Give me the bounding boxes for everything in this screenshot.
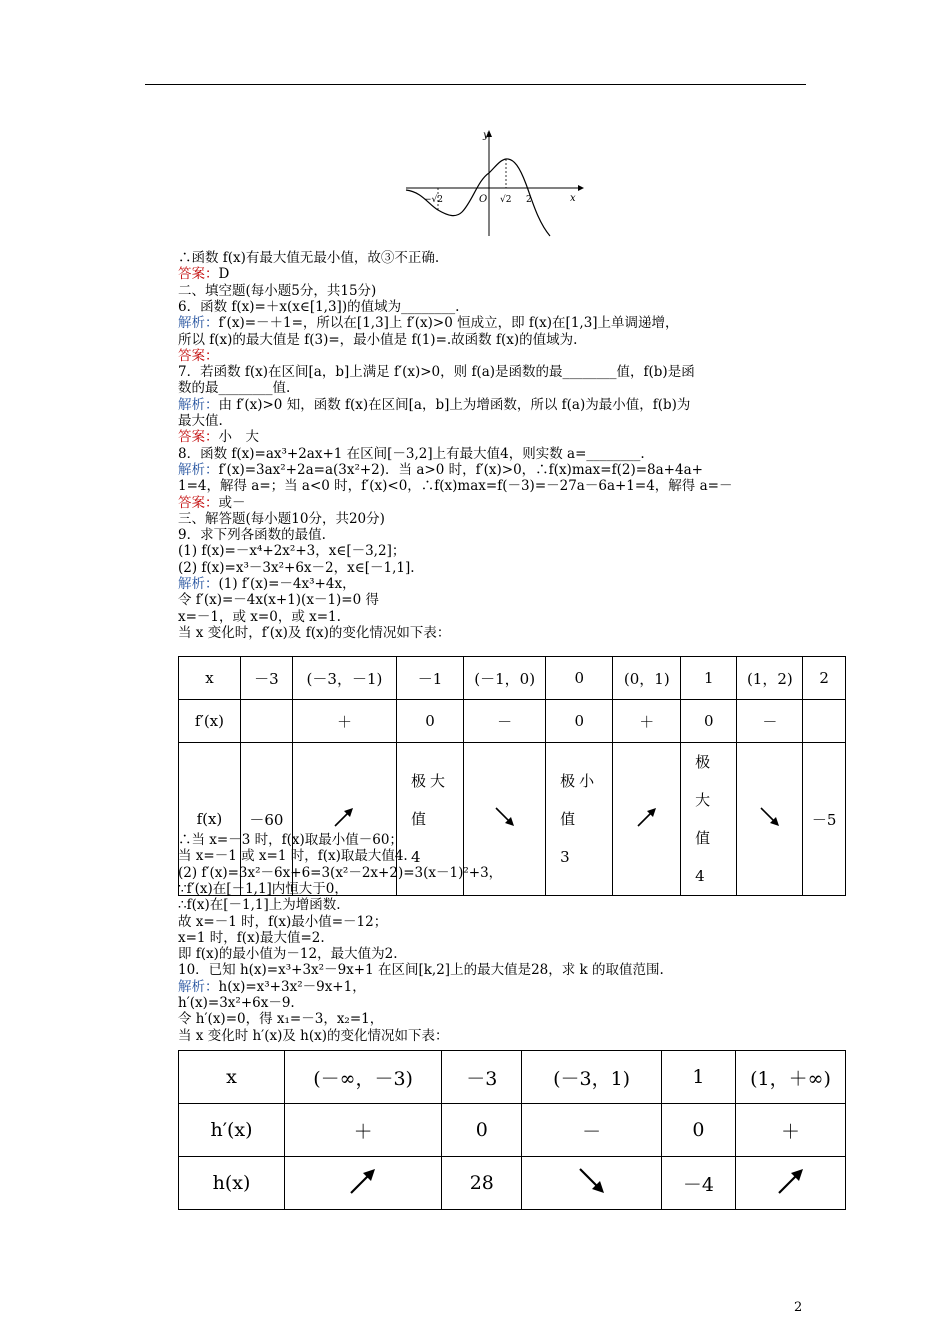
decreasing-arrow-icon [576,1165,608,1197]
line-text: 所以 f(x)的最大值是 f(3)=，最小值是 f(1)=.故函数 f(x)的值域为. [178,331,578,348]
row-label: f′(x) [179,700,241,743]
text-line [178,446,645,462]
x-label: x [570,193,576,204]
function-cell [522,1157,661,1210]
derivative-cell: － [737,700,803,743]
line-text: 二、填空题(每小题5分，共15分) [178,282,377,299]
line-text: 三、解答题(每小题10分，共20分) [178,510,385,527]
text-line [178,299,459,315]
line-text: (2) f(x)=x³－3x²+6x－2，x∈[－1,1]. [178,559,415,576]
origin-label: O [479,194,488,205]
line-text: (1) f(x)=－x⁴+2x²+3，x∈[－3,2]； [178,543,406,560]
header-cell: (0，1) [613,657,681,700]
row-label: f(x) [179,743,241,896]
line-text: 数的最________值. [178,380,291,397]
derivative-cell: ＋ [285,1104,442,1157]
solution-label: 解析： [178,576,219,592]
text-line [178,527,326,543]
text-line [178,865,502,881]
text-line [178,364,695,380]
function-cell: 28 [442,1157,522,1210]
line-text: ∴当 x=－3 时，f(x)取最小值－60； [178,832,403,848]
line-text: 9．求下列各函数的最值. [178,527,326,544]
derivative-cell: 0 [396,700,463,743]
line-text: 当 x 变化时 h′(x)及 h(x)的变化情况如下表： [178,1027,449,1044]
line-text: h′(x)=3x²+6x－9. [178,995,295,1011]
line-text: ∴f(x)在[－1,1]上为增函数. [178,897,341,914]
header-cell: (－∞，－3) [285,1051,442,1104]
header-cell: －3 [442,1051,522,1104]
text-line [178,946,398,962]
tick-two: 2 [526,195,532,205]
answer-label: 答案： [178,266,219,283]
text-line [178,881,348,897]
derivative-cell: 0 [681,700,737,743]
decreasing-arrow-icon [758,805,782,829]
derivative-cell: 0 [442,1104,522,1157]
header-cell: (1，＋∞) [736,1051,846,1104]
table1-derivative-row [179,700,846,743]
function-cell: 极大值 4 [396,743,463,896]
derivative-cell: ＋ [736,1104,846,1157]
line-text: 最大值. [178,413,223,429]
function-cell: 极大值 4 [681,743,737,896]
increasing-arrow-icon [775,1165,807,1197]
line-text: ∵f′(x)在[－1,1]内恒大于0， [178,880,348,897]
text-line [178,897,341,913]
text-line [178,832,403,848]
solution-label: 解析： [178,315,219,332]
line-text: x=－1，或 x=0，或 x=1. [178,608,341,625]
text-line [178,576,356,592]
text-line [178,609,341,625]
row-label: h(x) [179,1157,285,1210]
function-cell: －5 [803,743,846,896]
table2-derivative-row [179,1104,846,1157]
text-line [178,348,219,364]
answer-label: 答案： [178,494,219,511]
tick-sqrt2: √2 [500,195,512,205]
solution-label: 解析： [178,396,219,413]
header-cell: －3 [240,657,292,700]
header-cell: (－3，－1) [292,657,396,700]
text-line [178,380,290,396]
increasing-arrow-icon [635,805,659,829]
header-cell: 2 [803,657,846,700]
function-cell [285,1157,442,1210]
decreasing-arrow-icon [493,805,517,829]
text-line [178,250,439,266]
page-number: 2 [794,1300,803,1315]
header-cell: (－1，0) [464,657,546,700]
line-text: (2) f′(x)=3x²－6x+6=3(x²－2x+2)=3(x－1)²+3， [178,864,503,881]
text-line [178,462,703,478]
line-text: 由 f′(x)>0 知，函数 f(x)在区间[a，b]上为增函数，所以 f(a)为最小值，f(b)为 [218,396,691,413]
header-cell: 1 [661,1051,735,1104]
derivative-cell [803,700,846,743]
text-line [178,283,376,299]
line-text: 或－ [218,494,246,511]
function-graph [402,128,586,240]
text-line [178,625,450,641]
function-cell: －60 [240,743,292,896]
function-cell: 极小值 3 [546,743,613,896]
line-text: (1) f′(x)=－4x³+4x， [218,576,356,592]
line-text: 10．已知 h(x)=x³+3x²－9x+1 在区间[k,2]上的最大值是28，求 k 的取值范围. [178,962,664,979]
increasing-arrow-icon [332,805,356,829]
solution-label: 解析： [178,461,219,478]
text-line [178,995,295,1011]
function-cell [613,743,681,896]
line-text: 小 大 [218,429,259,446]
line-text: h(x)=x³+3x²－9x+1， [218,978,366,995]
text-line [178,397,690,413]
text-line [178,914,387,930]
increasing-arrow-icon [347,1165,379,1197]
variation-table-2 [178,1050,846,1210]
text-line [178,543,405,559]
line-text: f′(x)=－＋1=，所以在[1,3]上 f′(x)>0 恒成立，即 f(x)在[1,3]上单调递增， [218,315,679,332]
line-text: ∴函数 f(x)有最大值无最小值，故③不正确. [178,250,440,266]
line-text: 即 f(x)的最小值为－12，最大值为2. [178,946,398,963]
text-line [178,962,664,978]
text-line [178,1028,449,1044]
header-rule [145,84,806,85]
header-cell: (－3，1) [522,1051,661,1104]
header-cell: x [179,657,241,700]
y-label: y [483,130,489,141]
line-text: 8．函数 f(x)=ax³+2ax+1 在区间[－3,2]上有最大值4，则实数 a=________. [178,445,645,462]
x-axis-arrow [578,185,584,191]
tick-neg-sqrt2: −√2 [424,195,444,205]
answer-label: 答案： [178,429,219,446]
text-line [178,495,246,511]
line-text: D [218,266,230,283]
header-cell: －1 [396,657,463,700]
table2-header-row [179,1051,846,1104]
text-line [178,848,408,864]
derivative-cell: － [522,1104,661,1157]
text-line [178,315,679,331]
function-cell [736,1157,846,1210]
text-line [178,429,259,445]
derivative-cell [240,700,292,743]
derivative-cell: ＋ [613,700,681,743]
text-line [178,979,366,995]
solution-label: 解析： [178,978,219,995]
table2-function-row [179,1157,846,1210]
text-line [178,413,223,429]
function-cell [737,743,803,896]
derivative-cell: 0 [661,1104,735,1157]
text-line [178,266,229,282]
header-cell: 1 [681,657,737,700]
function-cell: －4 [661,1157,735,1210]
header-cell: (1，2) [737,657,803,700]
table1-header-row [179,657,846,700]
header-cell: x [179,1051,285,1104]
text-line [178,560,415,576]
row-label: h′(x) [179,1104,285,1157]
line-text: 7．若函数 f(x)在区间[a，b]上满足 f′(x)>0，则 f(a)是函数的最________值，f(b)是函 [178,364,695,381]
line-text: 故 x=－1 时，f(x)最小值=－12； [178,913,388,930]
answer-label: 答案： [178,347,219,364]
line-text: 令 h′(x)=0，得 x₁=－3，x₂=1， [178,1011,384,1028]
derivative-cell: － [464,700,546,743]
line-text: 1=4，解得 a=；当 a<0 时，f′(x)<0，∴f(x)max=f(－3)=－27a－6a+1=4，解得 a=－ [178,478,733,495]
line-text: 令 f′(x)=－4x(x+1)(x－1)=0 得 [178,592,379,609]
text-line [178,511,385,527]
text-line [178,930,325,946]
header-cell: 0 [546,657,613,700]
derivative-cell: 0 [546,700,613,743]
line-text: x=1 时，f(x)最大值=2. [178,929,325,946]
text-line [178,1011,383,1027]
text-line [178,592,379,608]
line-text: 当 x 变化时，f′(x)及 f(x)的变化情况如下表： [178,624,451,641]
derivative-cell: ＋ [292,700,396,743]
line-text: f′(x)=3ax²+2a=a(3x²+2)．当 a>0 时，f′(x)>0，∴f(x)max=f(2)=8a+4a+ [218,461,703,478]
line-text: 当 x=－1 或 x=1 时，f(x)取最大值4. [178,848,408,865]
text-line [178,332,577,348]
text-line [178,478,732,494]
line-text: 6．函数 f(x)=＋x(x∈[1,3])的值域为________. [178,298,460,315]
